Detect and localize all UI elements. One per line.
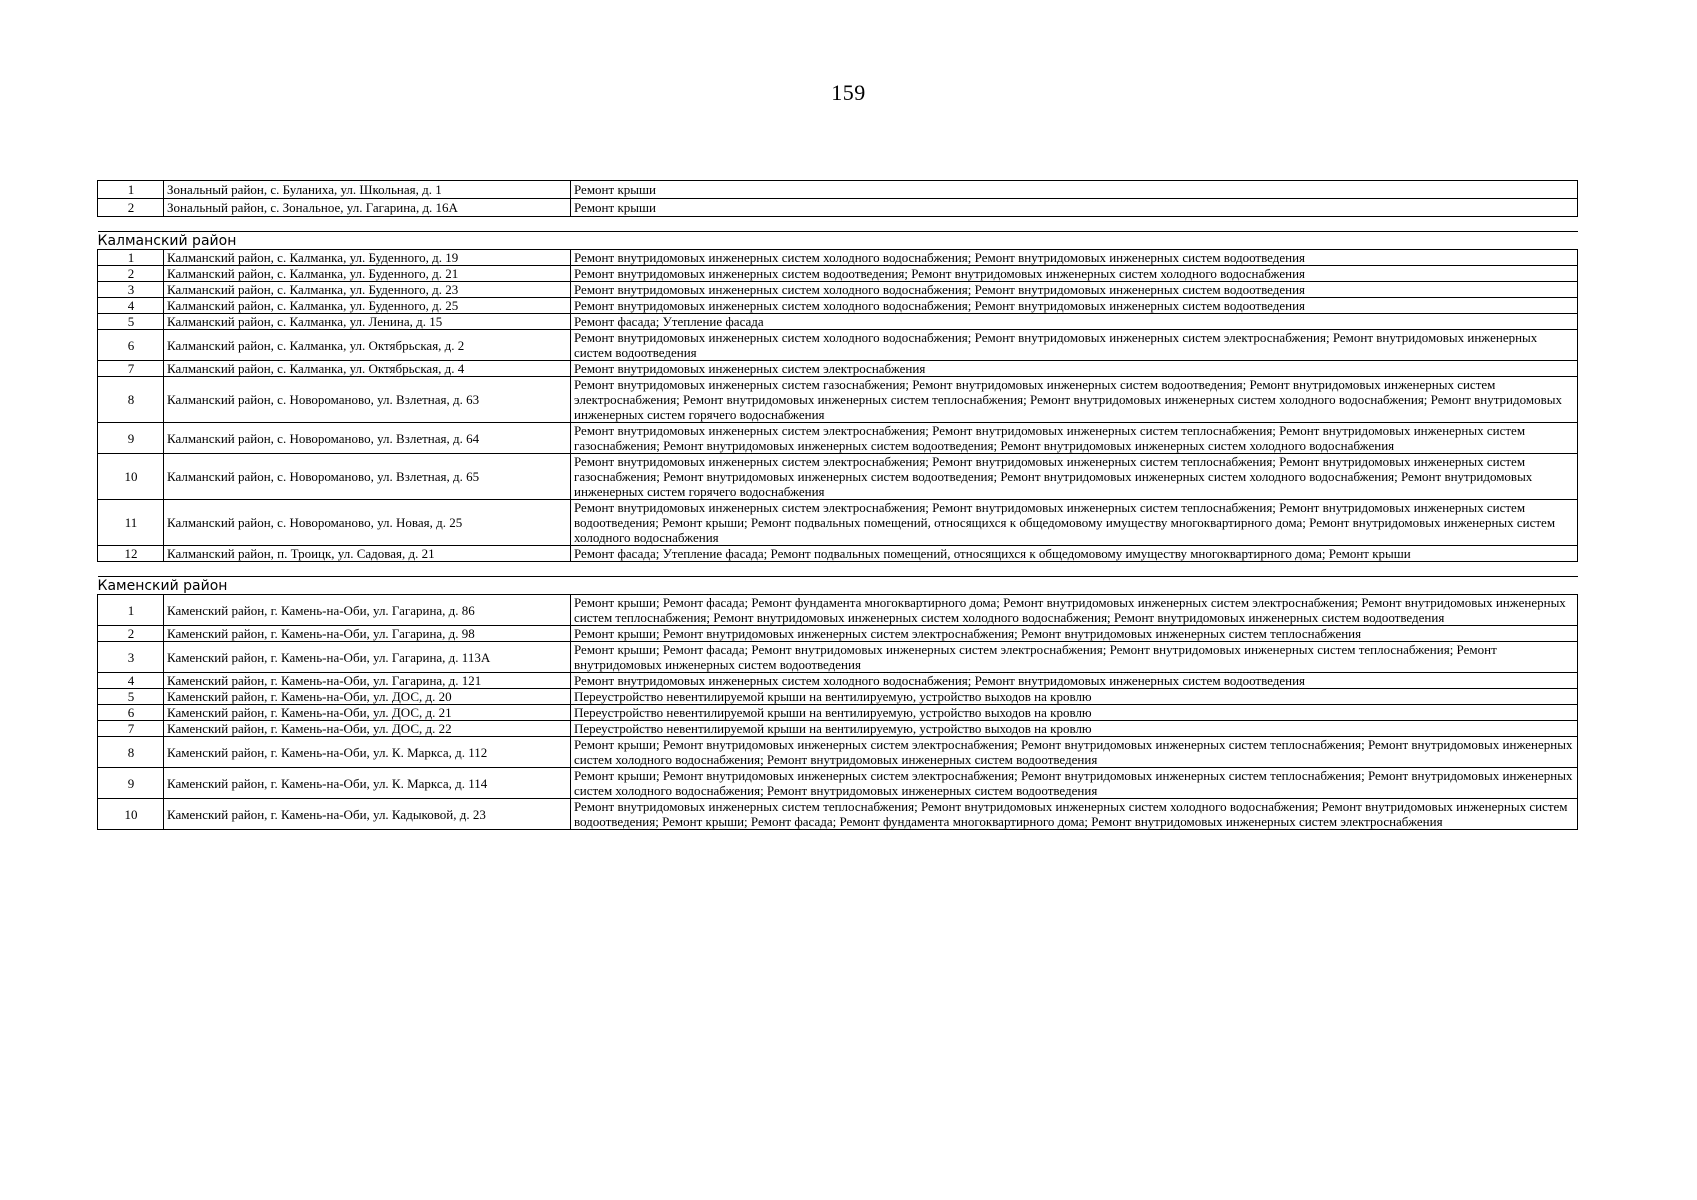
row-address: Зональный район, с. Зональное, ул. Гагарина, д. 16А: [164, 199, 571, 217]
table-row: [98, 768, 1578, 799]
row-address: Калманский район, с. Калманка, ул. Буденного, д. 19: [164, 250, 571, 266]
table-row: [98, 737, 1578, 768]
row-address: Каменский район, г. Камень-на-Оби, ул. Гагарина, д. 98: [164, 626, 571, 642]
row-number: 11: [98, 500, 164, 546]
row-works: Ремонт крыши: [571, 199, 1578, 217]
row-address: Каменский район, г. Камень-на-Оби, ул. Гагарина, д. 113А: [164, 642, 571, 673]
table-row: [98, 721, 1578, 737]
spacer-row: [98, 562, 1578, 577]
row-works: Ремонт внутридомовых инженерных систем холодного водоснабжения; Ремонт внутридомовых инженерных систем водоотведения: [571, 298, 1578, 314]
row-works: Ремонт внутридомовых инженерных систем электроснабжения; Ремонт внутридомовых инженерных систем теплоснабжения; Ремонт внутридомовых инженерных систем газоснабжения; Ремонт внутридомовых инженерных систем водоотведения; Ремонт внутридомовых инженерных систем холодного водоснабжения: [571, 423, 1578, 454]
row-number: 10: [98, 799, 164, 830]
table-row: [98, 705, 1578, 721]
row-works: Ремонт крыши; Ремонт фасада; Ремонт внутридомовых инженерных систем электроснабжения; Ремонт внутридомовых инженерных систем теплоснабжения; Ремонт внутридомовых инженерных систем водоотведения: [571, 642, 1578, 673]
table-row: [98, 673, 1578, 689]
row-works: Ремонт крыши: [571, 181, 1578, 199]
row-address: Калманский район, с. Новоромановo, ул. Новая, д. 25: [164, 500, 571, 546]
row-number: 10: [98, 454, 164, 500]
row-works: Ремонт крыши; Ремонт внутридомовых инженерных систем электроснабжения; Ремонт внутридомовых инженерных систем теплоснабжения: [571, 626, 1578, 642]
row-works: Ремонт внутридомовых инженерных систем холодного водоснабжения; Ремонт внутридомовых инженерных систем электроснабжения; Ремонт внутридомовых инженерных систем водоотведения: [571, 330, 1578, 361]
page-number: 159: [831, 80, 866, 105]
row-address: Каменский район, г. Камень-на-Оби, ул. Гагарина, д. 86: [164, 595, 571, 626]
row-number: 1: [98, 595, 164, 626]
row-number: 7: [98, 721, 164, 737]
row-address: Калманский район, п. Троицк, ул. Садовая, д. 21: [164, 546, 571, 562]
spacer-row: [98, 217, 1578, 232]
table-row: [98, 423, 1578, 454]
row-works: Ремонт фасада; Утепление фасада; Ремонт подвальных помещений, относящихся к общедомовому имуществу многоквартирного дома; Ремонт крыши: [571, 546, 1578, 562]
row-address: Калманский район, с. Новоромановo, ул. Взлетная, д. 64: [164, 423, 571, 454]
row-number: 5: [98, 689, 164, 705]
row-number: 12: [98, 546, 164, 562]
row-works: Переустройство невентилируемой крыши на вентилируемую, устройство выходов на кровлю: [571, 689, 1578, 705]
row-address: Калманский район, с. Калманка, ул. Ленина, д. 15: [164, 314, 571, 330]
row-works: Ремонт крыши; Ремонт внутридомовых инженерных систем электроснабжения; Ремонт внутридомовых инженерных систем теплоснабжения; Ремонт внутридомовых инженерных систем холодного водоснабжения; Ремонт внутридомовых инженерных систем водоотведения: [571, 737, 1578, 768]
row-works: Переустройство невентилируемой крыши на вентилируемую, устройство выходов на кровлю: [571, 721, 1578, 737]
row-address: Каменский район, г. Камень-на-Оби, ул. Гагарина, д. 121: [164, 673, 571, 689]
row-works: Ремонт внутридомовых инженерных систем водоотведения; Ремонт внутридомовых инженерных систем холодного водоснабжения: [571, 266, 1578, 282]
table-row: [98, 250, 1578, 266]
row-works: Ремонт крыши; Ремонт фасада; Ремонт фундамента многоквартирного дома; Ремонт внутридомовых инженерных систем электроснабжения; Ремонт внутридомовых инженерных систем теплоснабжения; Ремонт внутридомовых инженерных систем холодного водоснабжения; Ремонт внутридомовых инженерных систем водоотведения: [571, 595, 1578, 626]
row-number: 2: [98, 266, 164, 282]
row-address: Каменский район, г. Камень-на-Оби, ул. ДОС, д. 22: [164, 721, 571, 737]
section-header-row: [98, 577, 1578, 595]
row-address: Каменский район, г. Камень-на-Оби, ул. Кадыковой, д. 23: [164, 799, 571, 830]
section-header-row: [98, 232, 1578, 250]
row-number: 8: [98, 737, 164, 768]
table-row: [98, 298, 1578, 314]
section-title: Калманский район: [98, 232, 1578, 250]
row-number: 4: [98, 298, 164, 314]
table-row: [98, 199, 1578, 217]
row-works: Ремонт внутридомовых инженерных систем электроснабжения; Ремонт внутридомовых инженерных систем теплоснабжения; Ремонт внутридомовых инженерных систем водоотведения; Ремонт крыши; Ремонт подвальных помещений, относящихся к общедомовому имуществу многоквартирного дома; Ремонт внутридомовых инженерных систем холодного водоснабжения: [571, 500, 1578, 546]
table-row: [98, 500, 1578, 546]
row-number: 7: [98, 361, 164, 377]
row-address: Калманский район, с. Новоромановo, ул. Взлетная, д. 63: [164, 377, 571, 423]
table-row: [98, 361, 1578, 377]
row-number: 2: [98, 626, 164, 642]
row-works: Ремонт крыши; Ремонт внутридомовых инженерных систем электроснабжения; Ремонт внутридомовых инженерных систем теплоснабжения; Ремонт внутридомовых инженерных систем холодного водоснабжения; Ремонт внутридомовых инженерных систем водоотведения: [571, 768, 1578, 799]
row-works: Ремонт внутридомовых инженерных систем холодного водоснабжения; Ремонт внутридомовых инженерных систем водоотведения: [571, 282, 1578, 298]
table-row: [98, 266, 1578, 282]
table-body: [98, 181, 1578, 830]
row-address: Калманский район, с. Калманка, ул. Буденного, д. 23: [164, 282, 571, 298]
row-address: Каменский район, г. Камень-на-Оби, ул. К. Маркса, д. 114: [164, 768, 571, 799]
row-address: Калманский район, с. Калманка, ул. Октябрьская, д. 4: [164, 361, 571, 377]
table-row: [98, 282, 1578, 298]
row-address: Каменский район, г. Камень-на-Оби, ул. ДОС, д. 20: [164, 689, 571, 705]
table-row: [98, 454, 1578, 500]
table-row: [98, 314, 1578, 330]
row-works: Ремонт внутридомовых инженерных систем теплоснабжения; Ремонт внутридомовых инженерных систем холодного водоснабжения; Ремонт внутридомовых инженерных систем водоотведения; Ремонт крыши; Ремонт фасада; Ремонт фундамента многоквартирного дома; Ремонт внутридомовых инженерных систем электроснабжения: [571, 799, 1578, 830]
table-row: [98, 181, 1578, 199]
row-number: 1: [98, 250, 164, 266]
row-number: 1: [98, 181, 164, 199]
table-row: [98, 595, 1578, 626]
section-title: Каменский район: [98, 577, 1578, 595]
row-number: 3: [98, 282, 164, 298]
row-address: Калманский район, с. Калманка, ул. Буденного, д. 25: [164, 298, 571, 314]
row-works: Ремонт внутридомовых инженерных систем электроснабжения: [571, 361, 1578, 377]
row-works: Ремонт внутридомовых инженерных систем холодного водоснабжения; Ремонт внутридомовых инженерных систем водоотведения: [571, 250, 1578, 266]
row-number: 2: [98, 199, 164, 217]
row-address: Каменский район, г. Камень-на-Оби, ул. ДОС, д. 21: [164, 705, 571, 721]
table-row: [98, 642, 1578, 673]
row-address: Каменский район, г. Камень-на-Оби, ул. К. Маркса, д. 112: [164, 737, 571, 768]
row-number: 5: [98, 314, 164, 330]
repair-program-table: [97, 180, 1578, 830]
row-number: 3: [98, 642, 164, 673]
table-row: [98, 377, 1578, 423]
row-works: Ремонт внутридомовых инженерных систем газоснабжения; Ремонт внутридомовых инженерных систем водоотведения; Ремонт внутридомовых инженерных систем электроснабжения; Ремонт внутридомовых инженерных систем теплоснабжения; Ремонт внутридомовых инженерных систем холодного водоснабжения; Ремонт внутридомовых инженерных систем горячего водоснабжения: [571, 377, 1578, 423]
row-address: Зональный район, с. Буланиха, ул. Школьная, д. 1: [164, 181, 571, 199]
table-row: [98, 799, 1578, 830]
table-row: [98, 626, 1578, 642]
row-works: Переустройство невентилируемой крыши на вентилируемую, устройство выходов на кровлю: [571, 705, 1578, 721]
table-row: [98, 330, 1578, 361]
row-number: 6: [98, 330, 164, 361]
row-address: Калманский район, с. Новоромановo, ул. Взлетная, д. 65: [164, 454, 571, 500]
row-works: Ремонт внутридомовых инженерных систем электроснабжения; Ремонт внутридомовых инженерных систем теплоснабжения; Ремонт внутридомовых инженерных систем газоснабжения; Ремонт внутридомовых инженерных систем водоотведения; Ремонт внутридомовых инженерных систем холодного водоснабжения; Ремонт внутридомовых инженерных систем горячего водоснабжения: [571, 454, 1578, 500]
table-row: [98, 546, 1578, 562]
spacer-cell: [98, 217, 1578, 232]
row-number: 4: [98, 673, 164, 689]
row-number: 9: [98, 768, 164, 799]
row-address: Калманский район, с. Калманка, ул. Октябрьская, д. 2: [164, 330, 571, 361]
row-number: 9: [98, 423, 164, 454]
row-works: Ремонт внутридомовых инженерных систем холодного водоснабжения; Ремонт внутридомовых инженерных систем водоотведения: [571, 673, 1578, 689]
table-row: [98, 689, 1578, 705]
row-number: 6: [98, 705, 164, 721]
spacer-cell: [98, 562, 1578, 577]
row-address: Калманский район, с. Калманка, ул. Буденного, д. 21: [164, 266, 571, 282]
row-number: 8: [98, 377, 164, 423]
row-works: Ремонт фасада; Утепление фасада: [571, 314, 1578, 330]
